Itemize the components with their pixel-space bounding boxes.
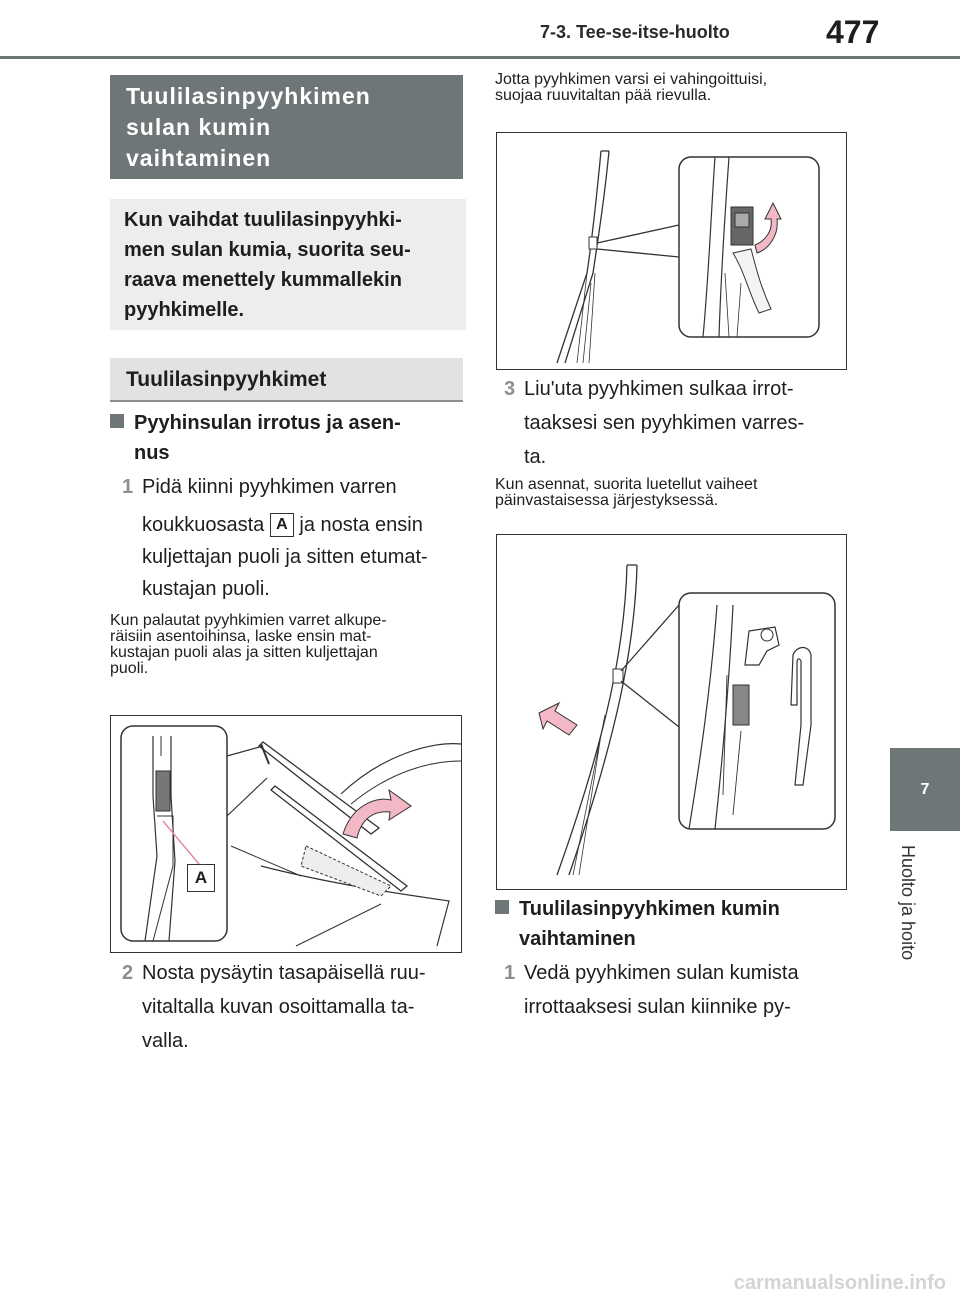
step-line: taaksesi sen pyyhkimen varres-: [524, 412, 805, 434]
step-line: kustajan puoli.: [142, 578, 270, 600]
step-1-blade: [504, 958, 854, 1022]
figure-wiper-stopper: [496, 132, 847, 370]
stopper-illustration: [497, 133, 846, 369]
intro-line: Kun vaihdat tuulilasinpyyhki-: [124, 209, 402, 231]
subsection-title: Tuulilasinpyyhkimet: [110, 358, 463, 402]
step-line: Vedä pyyhkimen sulan kumista: [524, 962, 799, 984]
intro-line: men sulan kumia, suorita seu-: [124, 239, 411, 261]
heading-line: sulan kumin: [126, 114, 272, 140]
note-line: päinvastaisessa järjestyksessä.: [495, 492, 719, 509]
intro-line: pyyhkimelle.: [124, 299, 245, 321]
square-bullet-icon: [495, 900, 509, 914]
intro-line: raava menettely kummallekin: [124, 269, 402, 291]
procedure-heading: [495, 894, 855, 954]
chapter-label: [896, 845, 920, 985]
heading-line: Pyyhinsulan irrotus ja asen-: [134, 412, 401, 434]
chapter-tab: 7: [890, 748, 960, 831]
step-line: Liu'uta pyyhkimen sulkaa irrot-: [524, 378, 794, 400]
note: [110, 613, 470, 677]
figure-wiper-raise: [110, 715, 462, 953]
note-line: puoli.: [110, 660, 149, 677]
wiper-raise-illustration: [111, 716, 461, 952]
note-line: Kun palautat pyyhkimien varret alkupe-: [110, 612, 387, 629]
step-number: 3: [504, 378, 516, 400]
step-1: [122, 472, 472, 604]
procedure-heading: [110, 408, 460, 468]
step-number: 2: [122, 962, 134, 984]
note: [495, 477, 855, 509]
step-line: [142, 510, 472, 540]
step-2: [122, 958, 472, 1056]
step-line: kuljettajan puoli ja sitten etumat-: [142, 546, 428, 568]
chapter-label-text: Huolto ja hoito: [898, 845, 918, 961]
step-line: Nosta pysäytin tasapäisellä ruu-: [142, 962, 426, 984]
note: [495, 72, 855, 104]
note-line: Jotta pyyhkimen varsi ei vahingoittuisi,: [495, 71, 768, 88]
step-line: ta.: [524, 446, 547, 468]
page-number: 477: [826, 14, 880, 50]
step-text: koukkuosasta: [142, 514, 265, 536]
step-line: valla.: [142, 1030, 189, 1052]
watermark: carmanualsonline.info: [733, 1272, 946, 1294]
step-3: [504, 374, 854, 472]
heading-line: Tuulilasinpyyhkimen kumin: [519, 898, 780, 920]
step-number: 1: [504, 962, 516, 984]
square-bullet-icon: [110, 414, 124, 428]
section-title: 7-3. Tee-se-itse-huolto: [540, 22, 730, 42]
step-text: ja nosta ensin: [299, 514, 423, 536]
heading-line: Tuulilasinpyyhkimen: [126, 83, 371, 109]
note-line: Kun asennat, suorita luetellut vaiheet: [495, 476, 758, 493]
heading-line: nus: [134, 442, 170, 464]
blade-slide-illustration: [497, 535, 846, 889]
heading-line: vaihtaminen: [519, 928, 636, 950]
label-badge: A: [270, 513, 294, 537]
label-badge: A: [187, 864, 215, 892]
step-line: Pidä kiinni pyyhkimen varren: [142, 476, 397, 498]
note-line: kustajan puoli alas ja sitten kuljettajan: [110, 644, 378, 661]
subsection-rule: [110, 400, 463, 402]
step-line: irrottaaksesi sulan kiinnike py-: [524, 996, 791, 1018]
header-rule: [0, 56, 960, 59]
note-line: räisiin asentoihinsa, laske ensin mat-: [110, 628, 372, 645]
step-number: 1: [122, 476, 134, 498]
step-line: vitaltalla kuvan osoittamalla ta-: [142, 996, 415, 1018]
intro-box: [110, 199, 466, 330]
figure-blade-slide: [496, 534, 847, 890]
section-heading: [110, 75, 463, 179]
note-line: suojaa ruuvitaltan pää rievulla.: [495, 87, 712, 104]
heading-line: vaihtaminen: [126, 145, 272, 171]
